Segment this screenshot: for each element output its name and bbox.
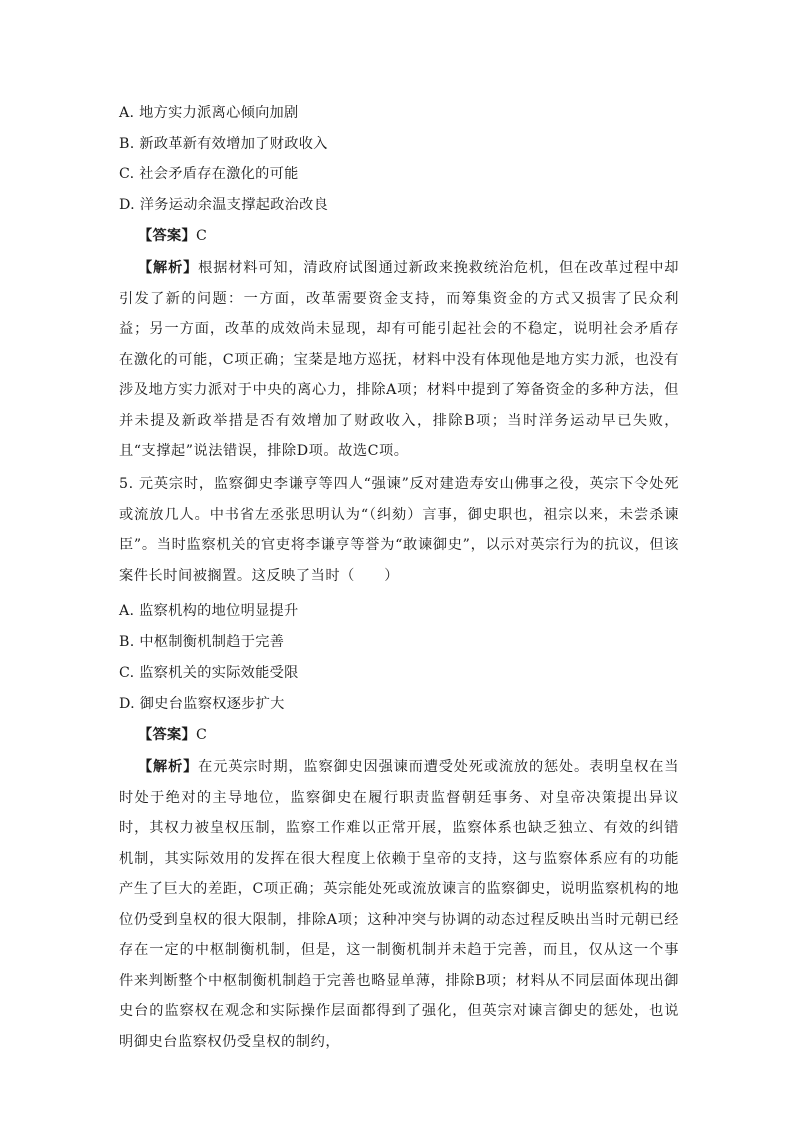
q5-analysis-text: 在元英宗时期，监察御史因强谏而遭受处死或流放的惩处。表明皇权在当时处于绝对的主导地位，监察御史在履行职责监督朝廷事务、对皇帝决策提出异议时，其权力被皇权压制，监察工作难以正常开展，监察体系也缺乏独立、有效的纠错机制，其实际效用的发挥在很大程度上依赖于皇帝的支持，这与监察体系应有的功能产生了巨大的差距，C项正确；英宗能处死或流放谏言的监察御史，说明监察机构的地位仍受到皇权的很大限制，排除A项；这种冲突与协调的动态过程反映出当时元朝已经存在一定的中枢制衡机制，但是，这一制衡机制并未趋于完善，而且，仅从这一个事件来判断整个中枢制衡机制趋于完善也略显单薄，排除B项；材料从不同层面体现出御史台的监察权在观念和实际操作层面都得到了强化，但英宗对谏言御史的惩处，也说明御史台监察权仍受皇权的制约， [119,759,680,1050]
q5-analysis [119,752,679,1057]
q4-answer-value: C [195,228,208,244]
q4-analysis-text: 根据材料可知，清政府试图通过新政来挽救统治危机，但在改革过程中却引发了新的问题：一方面，改革需要资金支持，而筹集资金的方式又损害了民众利益；另一方面，改革的成效尚未显现，却有可能引起社会的不稳定，说明社会矛盾存在激化的可能，C项正确；宝棻是地方巡抚，材料中没有体现他是地方实力派，也没有涉及地方实力派对于中央的离心力，排除A项；材料中提到了筹备资金的多种方法，但并未提及新政举措是否有效增加了财政收入，排除B项；当时洋务运动早已失败，且“支撑起”说法错误，排除D项。故选C项。 [119,260,680,459]
q4-option-b: B. 新政革新有效增加了财政收入 [119,136,328,152]
q5-answer [138,725,698,745]
q5-answer-tag: 【答案】 [138,727,196,743]
q5-option-b: B. 中枢制衡机制趋于完善 [119,634,285,650]
q4-analysis-tag: 【解析】 [138,260,199,276]
q4-answer [138,226,698,246]
q5-option-d: D. 御史台监察权逐步扩大 [119,696,285,712]
q5-option-c: C. 监察机关的实际效能受限 [119,665,299,681]
q4-option-c: C. 社会矛盾存在激化的可能 [119,166,299,182]
q4-answer-tag: 【答案】 [138,228,196,244]
q4-option-a: A. 地方实力派离心倾向加剧 [119,105,299,121]
q5-answer-value: C [195,727,208,743]
q5-analysis-tag: 【解析】 [138,759,199,775]
q5-option-a: A. 监察机构的地位明显提升 [119,603,299,619]
q4-option-d: D. 洋务运动余温支撑起政治改良 [119,197,329,213]
q5-stem: 5. 元英宗时，监察御史李谦亨等四人“强谏”反对建造寿安山佛事之役，英宗下令处死或流放几人。中书省左丞张思明认为“（纠劾）言事，御史职也，祖宗以来，未尝杀谏臣”。当时监察机关的官吏将李谦亨等誉为“敢谏御史”，以示对英宗行为的抗议，但该案件长时间被搁置。这反映了当时（ ） [119,476,679,584]
q4-analysis [119,253,679,467]
